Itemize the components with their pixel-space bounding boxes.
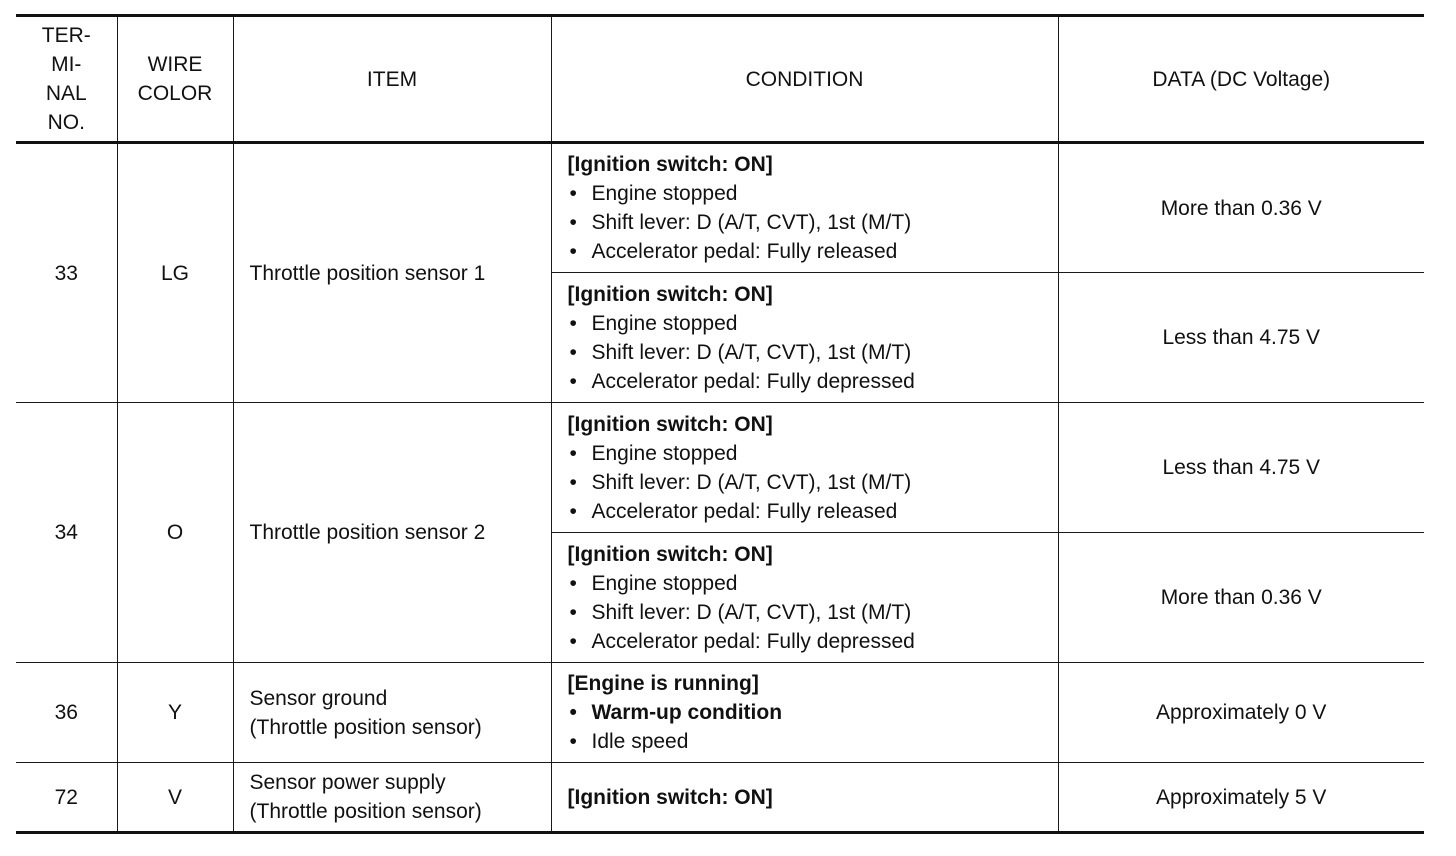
condition-cell [551, 273, 1058, 403]
header-terminal-line4: NO. [47, 111, 85, 134]
item-cell [233, 663, 551, 763]
condition-bullet: • Shift lever: D (A/T, CVT), 1st (M/T) [568, 468, 1048, 497]
terminal-cell: 34 [16, 403, 117, 663]
header-terminal-line2: MI- [51, 53, 82, 76]
item-line: Sensor power supply [249, 771, 446, 794]
condition-cell [551, 663, 1058, 763]
header-item: ITEM [233, 16, 551, 143]
terminal-cell: 72 [16, 763, 117, 833]
condition-header: [Ignition switch: ON] [567, 282, 773, 306]
condition-bullet: • Idle speed [568, 727, 1048, 756]
condition-bullet: • Accelerator pedal: Fully depressed [568, 367, 1048, 396]
condition-bullet: • Engine stopped [568, 439, 1048, 468]
condition-list [568, 569, 1048, 656]
condition-header: [Ignition switch: ON] [567, 542, 773, 566]
data-cell: Approximately 5 V [1058, 763, 1424, 833]
condition-bullet: • Accelerator pedal: Fully released [568, 497, 1048, 526]
header-terminal-line3: NAL [45, 82, 87, 105]
condition-cell [551, 533, 1058, 663]
item-cell [233, 763, 551, 833]
data-cell: Less than 4.75 V [1058, 273, 1424, 403]
terminal-cell: 33 [16, 143, 117, 403]
header-wire-color [117, 16, 233, 143]
item-cell: Throttle position sensor 2 [233, 403, 551, 663]
wire-color-cell: Y [117, 663, 233, 763]
data-cell: Less than 4.75 V [1058, 403, 1424, 533]
condition-list [568, 439, 1048, 526]
item-cell: Throttle position sensor 1 [233, 143, 551, 403]
condition-bullet: • Accelerator pedal: Fully depressed [568, 627, 1048, 656]
table-header-row [16, 16, 1424, 143]
condition-header: [Ignition switch: ON] [567, 153, 773, 176]
condition-list [568, 179, 1048, 266]
item-line: Sensor ground [249, 686, 388, 710]
condition-bullet: • Engine stopped [568, 569, 1048, 598]
condition-bullet: • Shift lever: D (A/T, CVT), 1st (M/T) [568, 338, 1048, 367]
wire-color-cell: O [117, 403, 233, 663]
condition-bullet: • Engine stopped [568, 179, 1048, 208]
data-cell: More than 0.36 V [1058, 533, 1424, 663]
condition-bullet: • Shift lever: D (A/T, CVT), 1st (M/T) [568, 208, 1048, 237]
header-wire-line1: WIRE [147, 53, 203, 76]
condition-header: [Ignition switch: ON] [567, 785, 773, 809]
header-terminal-line1: TER- [41, 24, 91, 47]
condition-cell [551, 403, 1058, 533]
condition-header: [Engine is running] [567, 672, 759, 695]
condition-bullet: • Warm-up condition [568, 698, 1048, 727]
table-row [16, 403, 1424, 533]
terminal-data-table [16, 14, 1424, 834]
condition-bullet: • Shift lever: D (A/T, CVT), 1st (M/T) [568, 598, 1048, 627]
item-line: (Throttle position sensor) [249, 800, 482, 823]
wire-color-cell: V [117, 763, 233, 833]
condition-cell [551, 143, 1058, 273]
condition-header: [Ignition switch: ON] [567, 412, 773, 436]
header-data: DATA (DC Voltage) [1058, 16, 1424, 143]
item-line: (Throttle position sensor) [249, 715, 482, 739]
condition-list [568, 309, 1048, 396]
table-row [16, 663, 1424, 763]
wire-color-cell: LG [117, 143, 233, 403]
table-row [16, 763, 1424, 833]
header-condition: CONDITION [551, 16, 1058, 143]
table-row [16, 143, 1424, 273]
condition-bullet: • Engine stopped [568, 309, 1048, 338]
condition-bullet: • Accelerator pedal: Fully released [568, 237, 1048, 266]
header-terminal-no [16, 16, 117, 143]
terminal-cell: 36 [16, 663, 117, 763]
data-cell: Approximately 0 V [1058, 663, 1424, 763]
condition-cell [551, 763, 1058, 833]
header-wire-line2: COLOR [137, 82, 213, 105]
condition-list [568, 698, 1048, 756]
data-cell: More than 0.36 V [1058, 143, 1424, 273]
